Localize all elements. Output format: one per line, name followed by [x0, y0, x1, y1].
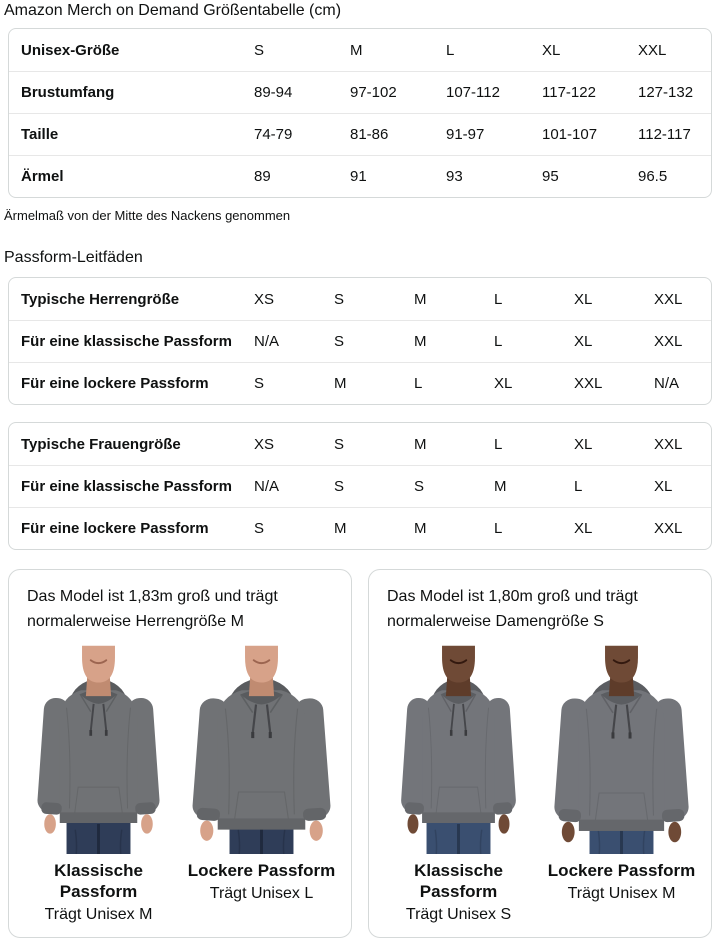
table-row — [9, 320, 711, 362]
women-fit-table — [8, 422, 712, 550]
size-cell: M — [414, 290, 427, 308]
size-cell: XXL — [654, 520, 683, 537]
loose-fit-figure — [184, 640, 339, 925]
row-label: Taille — [21, 126, 59, 143]
size-cell: N/A — [254, 478, 280, 495]
size-cell: XXL — [654, 435, 683, 453]
measurement-cell: 91 — [350, 168, 367, 185]
measurement-cell: 95 — [542, 168, 559, 185]
fit-caption: Lockere Passform — [187, 861, 336, 880]
fit-caption: Klassische Passform — [54, 861, 143, 901]
men-fit-table — [8, 277, 712, 405]
fit-caption: Lockere Passform — [547, 861, 696, 880]
model-description: Das Model ist 1,83m groß und trägt normalerweise Herrengröße M — [27, 588, 278, 630]
size-cell: XL — [574, 290, 593, 308]
row-label: Typische Herrengröße — [21, 290, 180, 308]
measurement-cell: 91-97 — [446, 126, 485, 143]
model-photo-loose — [544, 640, 699, 854]
row-label: Ärmel — [21, 168, 64, 185]
fit-guides-heading: Passform-Leitfäden — [4, 249, 143, 266]
table-row — [9, 507, 711, 549]
men-model-card — [8, 569, 352, 938]
model-figures — [381, 640, 699, 925]
size-cell: S — [414, 478, 425, 495]
model-description: Das Model ist 1,80m groß und trägt normalerweise Damengröße S — [387, 588, 638, 630]
size-cell: S — [254, 520, 265, 537]
size-cell: L — [494, 333, 503, 350]
table-row — [9, 423, 711, 465]
size-cell: N/A — [254, 333, 280, 350]
size-cell: XL — [574, 435, 593, 453]
size-cell: M — [494, 478, 507, 495]
model-photo-classic — [21, 640, 176, 854]
table-row — [9, 71, 711, 113]
size-column-header: XXL — [638, 41, 667, 59]
size-cell: S — [334, 435, 345, 453]
size-cell: L — [414, 375, 423, 392]
measurement-cell: 117-122 — [542, 84, 596, 101]
measurement-cell: 101-107 — [542, 126, 598, 143]
measurement-cell: 74-79 — [254, 126, 293, 143]
measurement-cell: 89 — [254, 168, 271, 185]
size-cell: XXL — [574, 375, 603, 392]
size-column-header: S — [254, 41, 265, 59]
row-label: Brustumfang — [21, 84, 115, 101]
measurement-cell: 81-86 — [350, 126, 389, 143]
measurement-cell: 96.5 — [638, 168, 668, 185]
size-column-header: XL — [542, 41, 561, 59]
size-cell: XXL — [654, 333, 683, 350]
size-cell: XL — [494, 375, 513, 392]
wears-caption: Trägt Unisex M — [567, 885, 676, 902]
row-label: Für eine lockere Passform — [21, 520, 209, 537]
table-row — [9, 278, 711, 320]
loose-fit-figure — [544, 640, 699, 925]
classic-fit-figure — [381, 640, 536, 925]
model-figures — [21, 640, 339, 925]
measurement-cell: 97-102 — [350, 84, 397, 101]
size-column-header: M — [350, 41, 363, 59]
size-cell: XS — [254, 290, 275, 308]
table-row — [9, 465, 711, 507]
row-label: Unisex-Größe — [21, 41, 120, 59]
unisex-size-table — [8, 28, 712, 198]
sleeve-measure-note: Ärmelmaß von der Mitte des Nackens genommen — [4, 208, 291, 223]
measurement-cell: 107-112 — [446, 84, 500, 101]
size-cell: XL — [574, 520, 593, 537]
row-label: Für eine klassische Passform — [21, 333, 232, 350]
size-cell: L — [494, 290, 503, 308]
women-model-card — [368, 569, 712, 938]
wears-caption: Trägt Unisex M — [44, 906, 153, 923]
size-cell: XL — [654, 478, 673, 495]
size-cell: N/A — [654, 375, 680, 392]
size-cell: M — [334, 520, 347, 537]
model-photo-loose — [184, 640, 339, 854]
size-cell: S — [334, 333, 345, 350]
model-photo-classic — [381, 640, 536, 854]
size-cell: XXL — [654, 290, 683, 308]
size-cell: M — [414, 435, 427, 453]
size-cell: M — [334, 375, 347, 392]
table-row — [9, 113, 711, 155]
measurement-cell: 127-132 — [638, 84, 694, 101]
size-column-header: L — [446, 41, 455, 59]
size-cell: XS — [254, 435, 275, 453]
size-cell: M — [414, 333, 427, 350]
row-label: Typische Frauengröße — [21, 435, 181, 453]
size-cell: L — [574, 478, 583, 495]
table-header-row — [9, 29, 711, 71]
measurement-cell: 89-94 — [254, 84, 293, 101]
size-cell: L — [494, 435, 503, 453]
table-row — [9, 155, 711, 197]
wears-caption: Trägt Unisex S — [405, 906, 512, 923]
size-cell: L — [494, 520, 503, 537]
page-title: Amazon Merch on Demand Größentabelle (cm) — [4, 2, 342, 19]
model-cards — [8, 569, 712, 938]
row-label: Für eine klassische Passform — [21, 478, 232, 495]
classic-fit-figure — [21, 640, 176, 925]
size-cell: M — [414, 520, 427, 537]
measurement-cell: 112-117 — [638, 126, 691, 143]
size-cell: S — [254, 375, 265, 392]
size-cell: XL — [574, 333, 593, 350]
size-cell: S — [334, 290, 345, 308]
row-label: Für eine lockere Passform — [21, 375, 209, 392]
wears-caption: Trägt Unisex L — [209, 885, 314, 902]
size-cell: S — [334, 478, 345, 495]
measurement-cell: 93 — [446, 168, 463, 185]
fit-caption: Klassische Passform — [414, 861, 503, 901]
table-row — [9, 362, 711, 404]
